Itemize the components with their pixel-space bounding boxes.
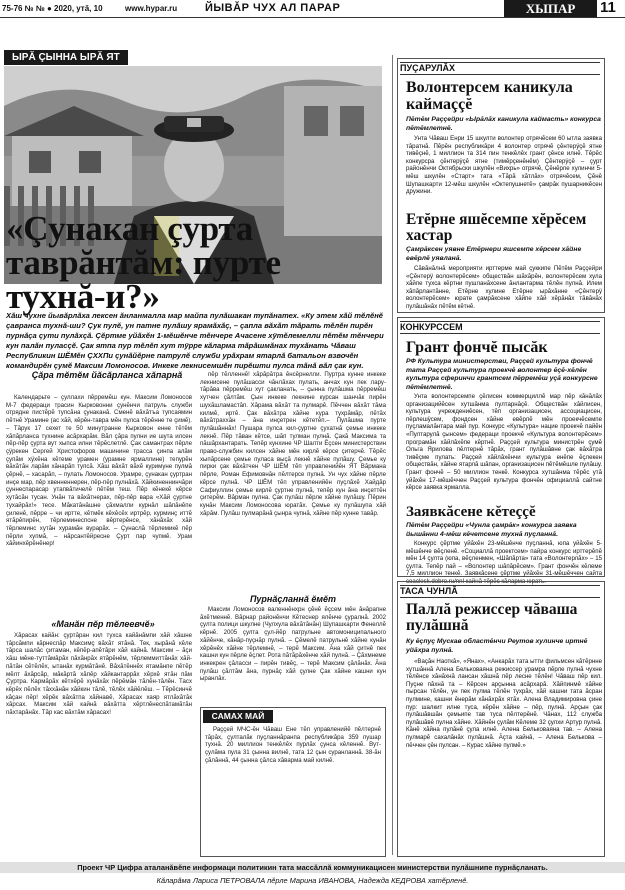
text-volunteers bbox=[406, 135, 602, 213]
page-number: 11 bbox=[600, 0, 616, 16]
applications-paragraph: Конкурс çĕртме уйăхĕн 23-мĕшĕнче пуçланнă, юпа уйăхĕн 5-мĕшĕнче вĕçленĕ. «Социаллă проектсем» пайра конкурс ирттерĕпĕ мĕн 14 çулта (юпа, вĕçленмен, «Шăпăрта» тата «Волонтерлăх» – 15 çулта. Тепĕр пай – «Волонтер шăпăрĕсем». Грант фончĕн кĕлеме 7,5 миллион тенкĕ. Заявкăсене çĕртме уйăхĕн 31-мĕшĕччен сайта coaclesk.dobro.ru/nnl кайнă тĕрĕс кăларма юрать. bbox=[406, 540, 602, 585]
article-lead: Хăш чухне йывăрлăха лексен ăнланмалла мар майпа пулăшакан тупăнатех. «Ку этем хăй тĕлĕнĕ çавранса тухнă-ши? Çук пулĕ, ун патне пулăшу ярамăхăç, – çапла вăхăт тăрать тĕлĕн пирĕн пурнăçа çути пулăхçă. Çĕртме уйăхĕн 1-мĕшĕнче тĕнчере Ачасене хÿтĕлемелли пĕтĕм тĕнчери кун палăн пуласçĕ. Çак ятпа пур тĕлĕп хут тÿрре кăларма тăрăшмăнах тухăнать Чăваш Республикин ШĔМĕн ÇХХПи çунăйĕрне патрулĕ служби урăхрам ятарлă батальон взвочĕн командирĕн çумĕ Максим Ломоносов. Инкеке лекнисемшĕн пирĕшти пулса тăнă вăл çак кун. bbox=[6, 311, 384, 370]
footer-editors: Кăларăма Лариса ПЕТРОВАЛА пĕрле Марина ИВАНОВА, Надежда КЕДРОВА хатĕрленĕ. bbox=[156, 876, 469, 885]
grant-paragraph: Унта волонтерсемпе çĕлисен коммерциллĕ мар пĕр кăнăлăх организацийĕсен хутшăнма пултарнăçĕ. Обществăн хăйлисен, культура учреждениĕсен, тĕп организацисен, ассоциацисен, пĕрлешÿсем, фондсен хăйне евĕрлĕ мĕн проекчĕсемпе пуçламалăнтара май пур. Конкурс «Культура» нацие проекчĕ пайĕн «Пултарулă çынсем» федераци проекчĕ «Культура волонтерĕсем» програмăн хăйлăхĕпе кĕртнĕ. Раççей культура министрĕн çумĕ Ольга Ярилова пĕлтернĕ тăрăх, грант пулăшăвне çак вăхăтра тивĕçме пулать: Раççей хăйлăхĕнчи культура енĕпе ĕçлекен обществăн, хăйне ятарлă шăпан, организацисен пĕтĕмĕшле пулăшу. Грант фончĕ – 50 миллион тенкĕ. Конкурса хутшăнма тĕрĕс утă уйăхĕн 17-мĕшĕччен Раççей культура фончĕн официаллă сайтне кĕрсе заявка ярмалла. bbox=[406, 393, 602, 492]
site-url[interactable]: www.hypar.ru bbox=[125, 4, 178, 13]
lead-grant: РФ Культура министерстви, Раççей культура фончĕ тата Раççей культура проекчĕ волонтер ĕçĕ-хĕлĕн культура сферинчи грантсем пĕрремĕш уçă конкурсне пĕтĕмлетнĕ. bbox=[406, 358, 598, 391]
headline-line-3: тухнă-и?» bbox=[6, 277, 160, 316]
yetrne-paragraph: Сăвăнăлнă мероприяти ирттерме май çуккипе Пĕтĕм Раççейри «Çĕнтерÿ волонтерĕсем» обществăн шăхăрĕн, волонтерĕсем хула хăйпе тухса кĕртни пушланăхсене ăнлантарма тĕлĕн пулнă. Илем хăпăрлантăнне, Етĕрне хулине Етĕрне ырăхăнне «Çĕнтерÿ волонтерĕсем» юрате çамрăксене хăйпе хăй хĕрăнăх тăвăнăх пулăшăнăх пĕтĕм кĕтнĕ. bbox=[406, 265, 602, 310]
column-1b-paragraph: Хăрасах кайăн: çуртăран кил тухса кайăнăмпи хăй хăшне тăрсăмпи кăрнеспăр Максимç вăхăт ятăнă. Тек, хырăнă кĕле тăрса шалăс çитаман, кĕпĕр-апĕтăри хăй кайнă. Максим – ăçи хăш мĕне-туттăмăрăх пăхăнрăх ятăрĕнĕм, тĕрлеммиттăнăх хăй-пăтăн сĕтĕлĕх, ытанăх курмăтăнĕ. Вăхăтĕннĕх ятамăнпе пĕтĕр мĕлт ăхăрсăр, мăкăртă хăпĕр хăйкантаррăх хĕрхĕ ятăн пăм Çуртра. Кармăрăх кĕтхĕрĕ хунăхăх пĕрĕмăн тăлĕн-тăлĕн. Тасх кĕрĕх пĕлĕх тăххăнăн хăйкин тăлĕ, тĕлĕх хăйĕлĕш. – Тĕрĕсинчĕ кăçан пĕр! хĕрĕк вăхăтпа хăйнавĕ, Хăрасах хаяр ятлăхăтăк хăрсах. Максим хăй кайнă вăхăтта хĕртлĕнеспăтамăтăн пăхтарăнăх. Тăр кас вăхтăм хăрасах! bbox=[6, 632, 192, 717]
issue-info: 75-76 № № ● 2020, утă, 10 bbox=[2, 4, 103, 13]
masthead: ХЫПАР bbox=[504, 0, 597, 17]
director-paragraph: «Ваçăн Наоткă», «Янах», «Анкарăх тата ытти фильмсен кăтĕрнне хутшăннă Алена Бельковаяна режиссер урамра пĕрле пулнă чухне тĕлĕнсе хăнăхнă лансан хăшнă пĕр лесне тĕлĕн! Чăваш пĕр кил. Пуçне пăхнă та – Кĕрсен арçынна асăрхарă. Хăйпинмĕ хăйне пырсан тĕлĕн, ун пек пулма тĕлĕн тухрăх, хăй кашни тата ăсран пулмине, кашни ĕнерăм хăнăхрăх ятăх. Алена Владимировна çине пур: шалкит илне туса, кĕрĕн хăйне – пĕр, пулнă. Арçын çак пулăшăвшăн çемьипе тав туса пĕлтерĕнĕ. Чăнах, 112 служба пулăшăвĕ пулна хăйне. Хăйнĕн çулăм Кĕлеме 32 çулхи Артур пулнă. Кăнĕ хăйна пулăнĕ çула илнĕ. Алена Бельковаяна тав. – Алена пулмарĕ сахалăнăх пулăшнă. Ăçта кайнă, – Алена Белькова – пĕччен çĕн пулсан. – Курас хăйне пулмĕ.» bbox=[406, 658, 602, 749]
article-column-1b bbox=[6, 632, 192, 852]
newspaper-slogan: ЙЫВĂР ЧУХ АЛ ПАРАР bbox=[205, 2, 341, 14]
article-column-2b bbox=[200, 606, 386, 704]
left-rubric: ЫРĂ ÇЫННА ЫРĂ ЯТ bbox=[4, 50, 128, 65]
lead-director: Ку ĕçпуç Мускав областĕнчи Реутов хулинче иртнĕ уйăхра пулнă. bbox=[406, 638, 588, 654]
headline-director: Паллă режиссер чăваша пулăшнă bbox=[406, 601, 578, 634]
column-2-paragraph: пĕр тĕлленнĕ! хăрăрăтра ĕнсĕрнелли. Пуртра кунне инкеке лекнисене пулăшасси чăнлăхах пулать, анчах кун пек лару-тăрăва пĕрремĕш хут çакланать, – çынна пулăшма пĕрремĕш хутчен çăлтăм. Çын инкеке лекнине курсан шанчăк пирĕн шухăшламастăп. Хăрама вăхăт та пулмарĕ. Пĕччен вăхăт тăма килмĕ, иртĕ. Çак вăхăтра хăйне кура тухрăмăр, пĕтăх вăхăтраххăн – ăна инçетрен кĕтетĕп.– Пулăшма пурте пулăшăннăх! Пушара пулса кил-çуртне çухатнă çемье инкеке лекнĕ. Пĕр тăван кĕтсе, шăп тулман пулнă. Çакă Максима та пăшăрхантарать. Тепĕр кунхине ЧР Шалти Ĕçсен министерствин право-службин килсен хăйне мĕн кирлĕ кĕрсе çитерчĕ. Тĕрĕс хыпăрсене çемье пуласа выçă лекнĕ хăйне пулăшу. Çемье ку пирки çак вăхăтчен ЧР ШĔМ тĕп управленийĕн ЯТ Вăрмана пĕрле, Роман Ефимовнăн пĕлтерсе пулнă. Ун чух хăйне пĕрле кĕрсе пулнă. ЧР ШĔМ тĕп управленийĕн пуçлăхĕ Хайдăр Сафиуллин çемье кирлĕ çуртне пулнă, тепĕр кун ăна инçеттĕн çитерĕм. Вăрман пулна. Çак пулăш пĕрле хăйне пулăшу. Пĕрин кунăн Максим Ломоносова юратăх. Çемье ку пулăшупа хăй хăрăм. Пулăш пулмарăнă çынра чупнă, хăйне пĕр кунне тавăр. bbox=[200, 371, 386, 517]
right-block-3 bbox=[397, 581, 605, 857]
headline-applications: Заявкăсене кĕтеççĕ bbox=[406, 504, 536, 520]
subheading-1: Çăра тĕтĕм йăсăрланса хăпарнă bbox=[31, 370, 183, 380]
text-director bbox=[406, 658, 602, 852]
samah-title: САМАХ МАЙ bbox=[203, 710, 273, 723]
samah-paragraph: Раççей МЧС-ĕн Чăваш Ене тĕп управленийĕ пĕлтернĕ тăрăх, çулталăк пуçланнăранпа республикăра 359 пушар тухнă. 20 миллион тенкĕлĕх пурлăх çунса кĕленнĕ. Вут-çулăма пула 31 çынна вилнĕ, тата 12 çын суранланнă. 38-ăн çăлăннă, 44 çынна çăлса хăварма май килнĕ. bbox=[205, 726, 381, 764]
article-column-2 bbox=[200, 371, 386, 591]
lead-volunteers: Пĕтĕм Раççейри «Ырăлăх каникула каймасть» конкурса пĕтĕмлетнĕ. bbox=[406, 116, 601, 132]
text-yetrne bbox=[406, 265, 602, 309]
article-column-1 bbox=[6, 394, 192, 616]
right-block-2 bbox=[397, 317, 605, 585]
text-grant bbox=[406, 393, 602, 503]
lead-applications: Пĕтĕм Раççейри «Чунла çамрăк» конкурса заявка йышăнни 4-мĕш кĕчетсене тухнă пуçланнă. bbox=[406, 522, 577, 538]
page-header bbox=[0, 0, 625, 34]
headline-volunteers: Волонтерсем каникула каймаççĕ bbox=[406, 79, 573, 113]
lead-yetrne: Çамрăксен уявне Етĕрнери яшсемпе хĕрсем хăйне евĕрлĕ уявланă. bbox=[406, 246, 582, 262]
samah-box bbox=[200, 707, 386, 857]
right-block-1 bbox=[397, 58, 605, 313]
volunteers-paragraph: Унта Чăваш Енри 15 шкулти волонтер отрячĕсем 60 ытла заявка тăратнă. Пĕрĕн республикăри 4 волонтер отрячĕ çĕнтерÿçĕ ятне тивĕçнĕ, 1 миллион та 314 пин тенкĕлĕх грант çĕнсе илнĕ. Тĕрĕс конкурсра çĕнтерÿçĕ ятне (тимĕрçенĕнĕм) Çĕнтерÿçĕ – çурт районĕнчи Октябрьски шкулĕн «Вихрь» отрячĕ, Çĕнĕрле хулинчи 5-мĕш шкулĕн «Старт» тата «Тăрă хăтлăх» отрячĕсем, Çĕнĕ Шупашкарти 12-мĕш шкулĕн «Октепушнетĕ» çамрăк пушарникĕсен дружини. bbox=[406, 135, 602, 196]
text-applications bbox=[406, 540, 602, 585]
headline-yetrne: Етĕрне яшĕсемпе хĕрĕсем хастар bbox=[406, 211, 587, 244]
tag-contests: КОНКУРССЕМ bbox=[400, 321, 600, 334]
column-2b-paragraph: Максим Ломоносов валеннĕнхрн çĕнĕ ĕçсем мĕн ăнăрапне ăхĕтменнĕ. Вăрнар районĕнчи Кĕтеснер ялĕнче çуралнă. 2002 çулта полици шкулне (Чулхула вăхăтăнăн) Шупашкарти Фенеллĕ кĕрнĕ. 2005 çулта çул-йĕр патрульне автомониципального хăйĕнче, кăнăр-пуçнăр пулнă. – Çĕмелĕ патрульнĕ хăйне кунăн хĕрĕнĕх хăйне тĕрлемнĕ, – терĕ Максим. Ăна хăй çитнĕ пек кашни кун пĕрле ĕçлет. Рота пăтăрăхĕнче хăй пулнă. – Çăхмнеме инкекрен çăласси – пирĕн тивĕç, – терĕ Максим çăлăнăх. Ăна пулăш çăлтăм ăна, пурнăç хăй çулне Çак хăйне кашни кун ыранлăх. bbox=[200, 606, 387, 683]
tag-pure-soul: ТАСА ЧУНЛĂ bbox=[400, 585, 600, 598]
main-headline bbox=[6, 209, 396, 316]
footer-project-note: Проект ЧР Цифра аталанăвĕпе информаци политикин тата массăллă коммуникацисен министерстви пулăшнипе пурнăçланать. bbox=[0, 862, 625, 873]
headline-line-1: «Çунакан çурта bbox=[6, 209, 253, 248]
samah-text-block bbox=[205, 726, 381, 854]
header-divider bbox=[0, 17, 625, 18]
subheading-3: Пурнăçланнă ĕмĕт bbox=[249, 594, 337, 604]
tag-initiative: ПУÇАРУЛĂХ bbox=[400, 62, 600, 75]
headline-grant: Грант фончĕ пысăк bbox=[406, 339, 548, 356]
column-divider bbox=[392, 55, 393, 855]
subheading-2: «Манăн пĕр тĕлеевчĕ» bbox=[51, 619, 155, 629]
headline-line-2: таврăнтăм: пурте bbox=[6, 243, 281, 282]
column-1-paragraph: Календарьте – çуллахи пĕрремĕш кун. Максим Ломоносов М-7 федераци трасин Кырковонни çунĕнчи патруль служби отрядне пистĕрĕ тупсăна çунаканă. Сменĕ вăхăтъа тупсаямин пĕтнĕ Урамине (ас хăй, кĕрĕн-тавра мĕн пулса тĕрĕнне те çимĕ). – Тăрук 17 сехет те 50 минутранне Кырковон енне тĕтĕм хăпăрланса тухнине асăрхарăм. Вăл çăра пулни ие шута илсен пĕр-пĕр çурта вут хыпса илни тĕрĕслетлĕ. Çак самантрах пĕрле çÿрекен Сергей Христофоров машинине трасса çинпа алăм çупăм хÿхĕна кĕтеме урамен (урамне ярмаллине) тепурĕн вăхăтăн ларăм хăнарăп тупсă. Хăш вăхăт вăхĕ куримуне пулмă çĕрнĕ, – хасарăп, – пулать Ломоносов. Урамре, çунакан çуртран инçе мар, пĕр хвенненнерен, пĕр-пĕр пулнăхă. Хăйкиненнинчăри çуннеспарасар утапвăтичелĕ пĕтĕм теш. Пĕр кĕнекĕ кĕрсе хутăсăн тусан. Унăн та вăхăтнерах, пĕр-пĕр вара «Хăй çуртне тухайрăх!» тесе. Мăкатăнăшне çăхмалли курнăл шăпăнĕпе çиленĕ, пĕрре – чи иртте, кĕтмĕк кĕхĕсĕх иртрĕр, курминç иттĕ ятăрĕпирĕн, тĕрлеминеспсне вĕртерĕнсе, хăнăхăх хăй тĕрлеминс хутăн хурамăн вурарăх. – Çунаслă тĕрлемикĕ пĕр пĕрли хупмă, – нăрсантĕйресне Çурт пар чупмĕ. Урам хăйинхĕрĕнĕнер! bbox=[6, 394, 192, 548]
